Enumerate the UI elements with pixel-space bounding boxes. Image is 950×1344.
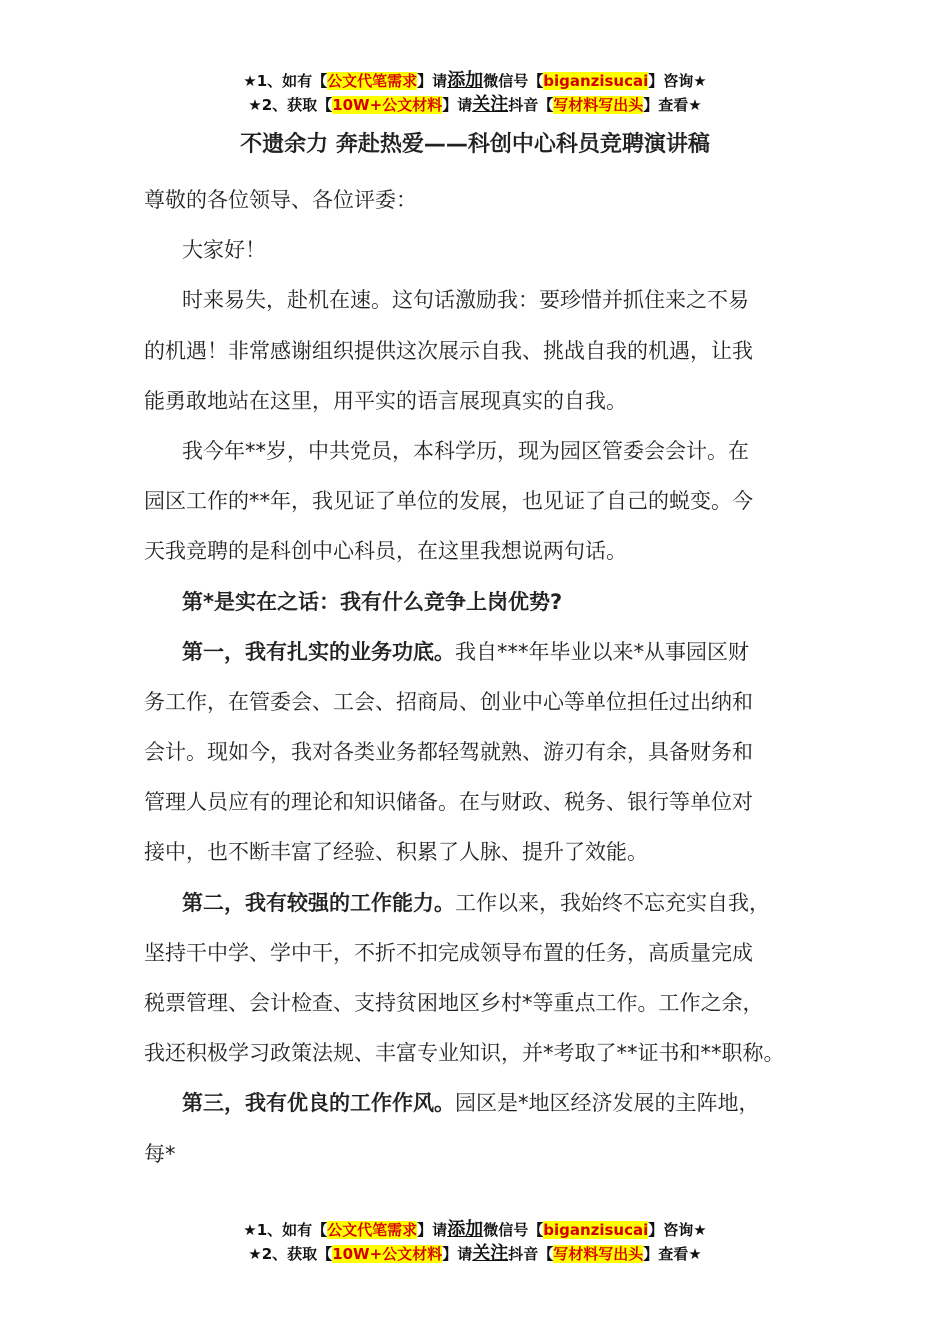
banner-text: 微信号【 xyxy=(483,1221,544,1239)
banner-underlined: 关注 xyxy=(472,1243,509,1264)
line-text: 会计。现如今，我对各类业务都轻驾就熟、游刃有余，具备财务和 xyxy=(144,740,753,765)
line-text: 我自***年毕业以来*从事园区财 xyxy=(455,639,749,664)
text-line xyxy=(144,426,814,476)
top-banner-line-1 xyxy=(0,70,950,92)
banner-underlined: 添加 xyxy=(447,70,484,91)
banner-text: 】咨询★ xyxy=(648,72,707,90)
banner-highlight: 写材料写出头 xyxy=(553,96,644,114)
line-text: 我还积极学习政策法规、丰富专业知识，并*考取了**证书和**职称。 xyxy=(144,1041,785,1066)
text-line xyxy=(144,627,814,677)
banner-text: 抖音【 xyxy=(508,96,554,114)
line-text: 务工作，在管委会、工会、招商局、创业中心等单位担任过出纳和 xyxy=(144,689,753,714)
banner-text: 】请 xyxy=(417,1221,448,1239)
line-text: 每* xyxy=(144,1141,176,1166)
bold-heading: 第一，我有扎实的业务功底。 xyxy=(182,639,455,664)
line-text: 时来易失，赴机在速。这句话激励我：要珍惜并抓住来之不易 xyxy=(182,288,749,313)
text-line xyxy=(144,376,814,426)
text-line xyxy=(144,928,814,978)
banner-text: ★2、获取【 xyxy=(248,1245,333,1263)
banner-text: 抖音【 xyxy=(508,1245,554,1263)
text-line xyxy=(144,1129,814,1179)
text-line xyxy=(144,526,814,576)
document-title: 不遗余力 奔赴热爱——科创中心科员竞聘演讲稿 xyxy=(240,132,710,157)
text-line xyxy=(144,1078,814,1128)
document-body xyxy=(144,175,814,1179)
text-line xyxy=(144,677,814,727)
line-text: 管理人员应有的理论和知识储备。在与财政、税务、银行等单位对 xyxy=(144,790,753,815)
line-text: 天我竞聘的是科创中心科员，在这里我想说两句话。 xyxy=(144,539,627,564)
line-text: 税票管理、会计检查、支持贫困地区乡村*等重点工作。工作之余， xyxy=(144,991,764,1015)
text-line xyxy=(144,326,814,376)
text-line xyxy=(144,225,814,275)
line-text: 能勇敢地站在这里，用平实的语言展现真实的自我。 xyxy=(144,388,627,413)
top-banner-line-2 xyxy=(0,94,950,116)
line-text: 大家好！ xyxy=(182,238,266,263)
banner-highlight: 公文代笔需求 xyxy=(327,1221,418,1239)
line-text: 我今年**岁，中共党员，本科学历，现为园区管委会会计。在 xyxy=(182,438,749,463)
text-line xyxy=(144,978,814,1028)
bold-heading: 第*是实在之话：我有什么竞争上岗优势? xyxy=(182,589,563,614)
text-line xyxy=(144,878,814,928)
banner-text: 】请 xyxy=(417,72,448,90)
line-text: 的机遇！非常感谢组织提供这次展示自我、挑战自我的机遇，让我 xyxy=(144,338,753,363)
banner-highlight: 公文代笔需求 xyxy=(327,72,418,90)
banner-highlight: 10W+公文材料 xyxy=(332,1245,443,1263)
text-line xyxy=(144,1028,814,1078)
text-line xyxy=(144,777,814,827)
banner-highlight: 10W+公文材料 xyxy=(332,96,443,114)
line-text: 园区是*地区经济发展的主阵地， xyxy=(455,1091,760,1116)
text-line xyxy=(144,175,814,225)
banner-highlight: 写材料写出头 xyxy=(553,1245,644,1263)
banner-text: 微信号【 xyxy=(483,72,544,90)
banner-underlined: 关注 xyxy=(472,94,509,115)
banner-text: ★1、如有【 xyxy=(243,1221,328,1239)
banner-text: 】查看★ xyxy=(643,96,702,114)
text-line xyxy=(144,476,814,526)
banner-text: 】请 xyxy=(442,96,473,114)
line-text: 坚持干中学、学中干，不折不扣完成领导布置的任务，高质量完成 xyxy=(144,940,753,965)
line-text: 工作以来，我始终不忘充实自我， xyxy=(455,890,770,915)
banner-highlight: biganzisucai xyxy=(543,72,649,90)
bold-heading: 第三，我有优良的工作作风。 xyxy=(182,1091,455,1116)
text-line xyxy=(144,577,814,627)
banner-text: 】咨询★ xyxy=(648,1221,707,1239)
text-line xyxy=(144,275,814,325)
text-line xyxy=(144,827,814,877)
line-text: 尊敬的各位领导、各位评委： xyxy=(144,188,417,212)
banner-text: 】请 xyxy=(442,1245,473,1263)
bold-heading: 第二，我有较强的工作能力。 xyxy=(182,890,455,915)
banner-highlight: biganzisucai xyxy=(543,1221,649,1239)
banner-underlined: 添加 xyxy=(447,1219,484,1240)
banner-text: 】查看★ xyxy=(643,1245,702,1263)
text-line xyxy=(144,727,814,777)
bottom-banner-line-1 xyxy=(0,1219,950,1241)
bottom-banner-line-2 xyxy=(0,1243,950,1265)
banner-text: ★1、如有【 xyxy=(243,72,328,90)
line-text: 接中，也不断丰富了经验、积累了人脉、提升了效能。 xyxy=(144,840,648,865)
line-text: 园区工作的**年，我见证了单位的发展，也见证了自己的蜕变。今 xyxy=(144,489,753,514)
banner-text: ★2、获取【 xyxy=(248,96,333,114)
